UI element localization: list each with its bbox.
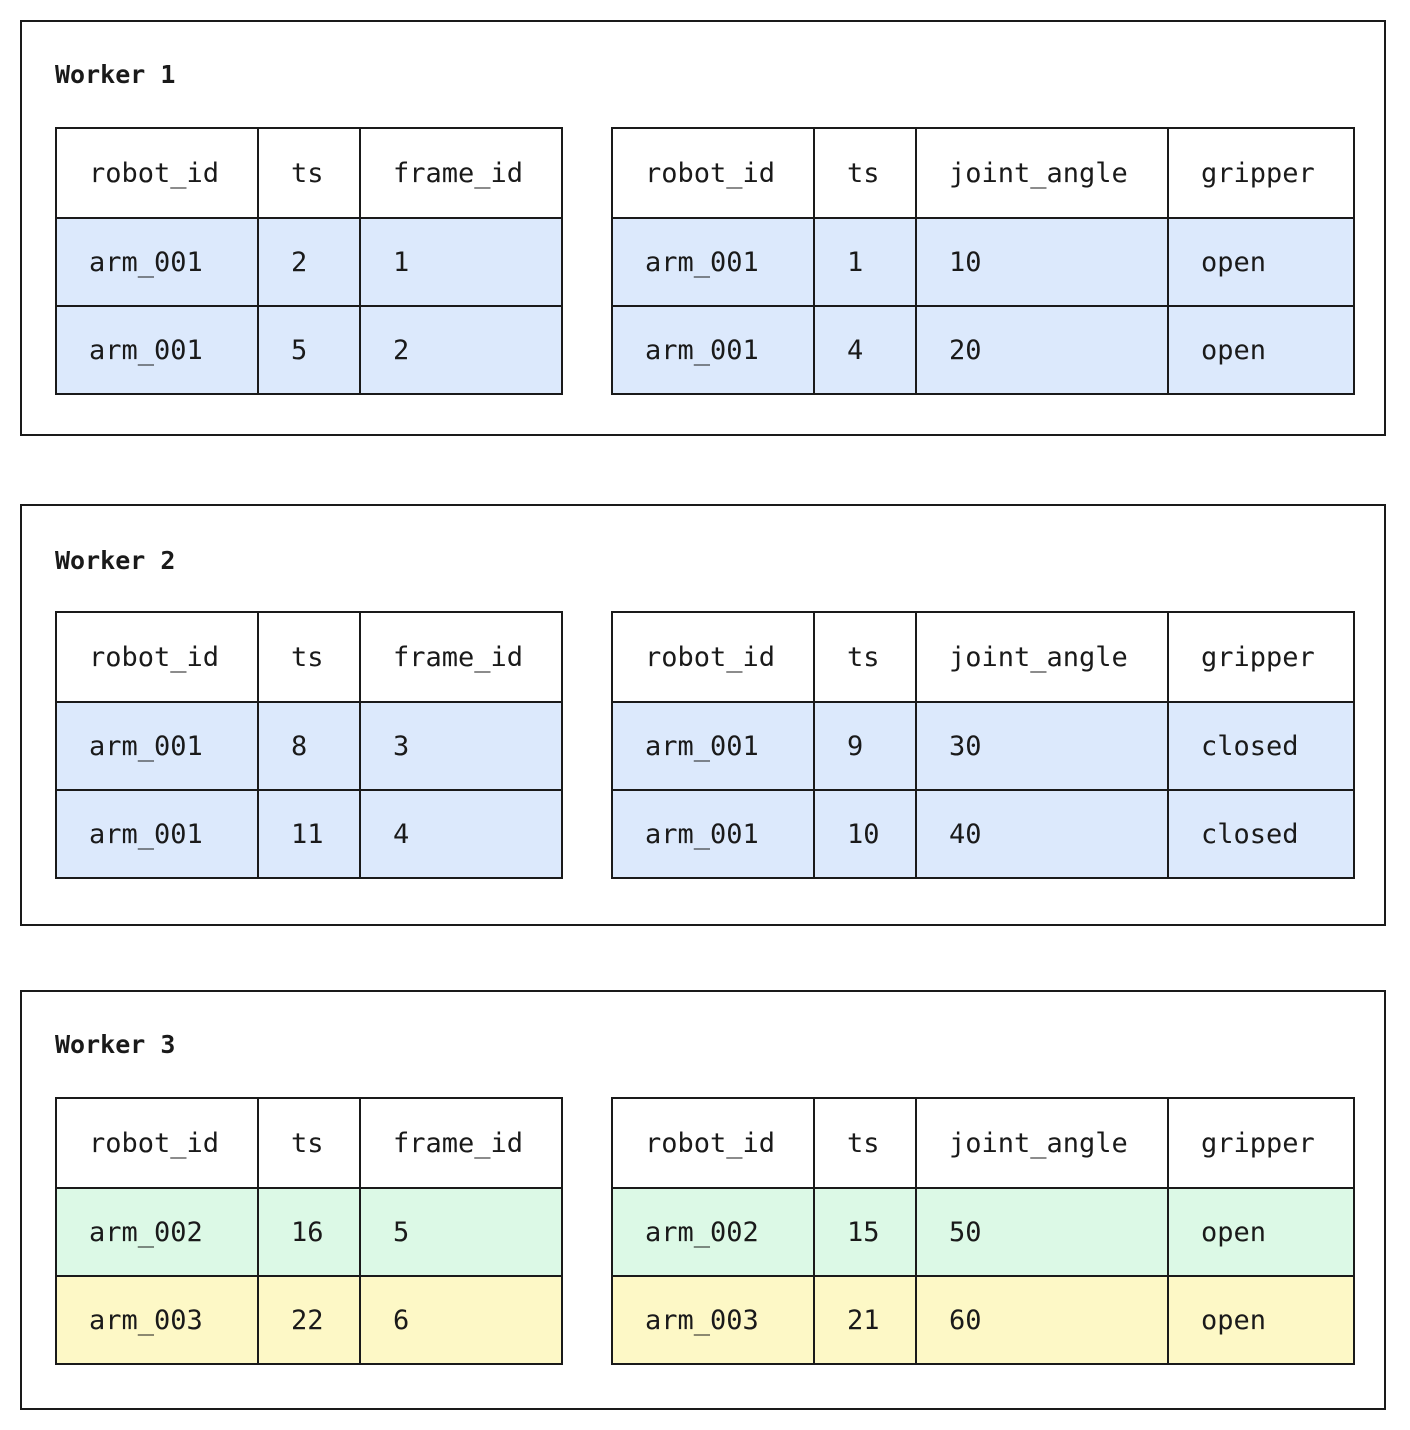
cell-gripper: open	[1168, 306, 1354, 394]
cell-ts: 5	[258, 306, 360, 394]
worker-title: Worker 1	[55, 60, 176, 89]
header-frame-id: frame_id	[360, 612, 562, 702]
cell-gripper: open	[1168, 1188, 1354, 1276]
header-row	[612, 1098, 1354, 1188]
header-ts: ts	[814, 612, 916, 702]
header-ts: ts	[814, 1098, 916, 1188]
header-ts: ts	[258, 128, 360, 218]
header-gripper: gripper	[1168, 1098, 1354, 1188]
cell-joint-angle: 40	[916, 790, 1168, 878]
cell-frame-id: 6	[360, 1276, 562, 1364]
cell-robot-id: arm_001	[612, 790, 814, 878]
worker-1-panel	[20, 20, 1386, 436]
cell-robot-id: arm_001	[56, 790, 258, 878]
table-row	[612, 790, 1354, 878]
header-frame-id: frame_id	[360, 1098, 562, 1188]
cell-robot-id: arm_001	[56, 218, 258, 306]
cell-frame-id: 4	[360, 790, 562, 878]
table-row	[56, 218, 562, 306]
cell-ts: 4	[814, 306, 916, 394]
header-robot-id: robot_id	[56, 1098, 258, 1188]
header-robot-id: robot_id	[612, 1098, 814, 1188]
header-row	[612, 128, 1354, 218]
cell-joint-angle: 30	[916, 702, 1168, 790]
header-gripper: gripper	[1168, 612, 1354, 702]
cell-ts: 9	[814, 702, 916, 790]
cell-gripper: closed	[1168, 790, 1354, 878]
joints-table	[611, 127, 1355, 395]
cell-robot-id: arm_001	[612, 218, 814, 306]
cell-joint-angle: 50	[916, 1188, 1168, 1276]
table-row	[612, 218, 1354, 306]
cell-robot-id: arm_001	[612, 702, 814, 790]
table-row	[56, 1188, 562, 1276]
worker-title: Worker 2	[55, 546, 176, 575]
header-ts: ts	[814, 128, 916, 218]
cell-ts: 21	[814, 1276, 916, 1364]
header-robot-id: robot_id	[612, 612, 814, 702]
cell-ts: 16	[258, 1188, 360, 1276]
header-row	[612, 612, 1354, 702]
cell-gripper: open	[1168, 1276, 1354, 1364]
cell-frame-id: 2	[360, 306, 562, 394]
header-ts: ts	[258, 1098, 360, 1188]
table-row	[612, 306, 1354, 394]
header-gripper: gripper	[1168, 128, 1354, 218]
cell-ts: 2	[258, 218, 360, 306]
cell-ts: 11	[258, 790, 360, 878]
cell-robot-id: arm_002	[612, 1188, 814, 1276]
joints-table	[611, 611, 1355, 879]
table-row	[612, 1188, 1354, 1276]
worker-3-panel	[20, 990, 1386, 1410]
cell-robot-id: arm_001	[56, 306, 258, 394]
frames-table	[55, 127, 563, 395]
header-row	[56, 128, 562, 218]
table-row	[56, 702, 562, 790]
cell-frame-id: 1	[360, 218, 562, 306]
cell-robot-id: arm_003	[56, 1276, 258, 1364]
header-row	[56, 1098, 562, 1188]
cell-robot-id: arm_003	[612, 1276, 814, 1364]
worker-title: Worker 3	[55, 1030, 176, 1059]
cell-ts: 10	[814, 790, 916, 878]
header-robot-id: robot_id	[612, 128, 814, 218]
cell-ts: 15	[814, 1188, 916, 1276]
table-row	[56, 1276, 562, 1364]
header-joint-angle: joint_angle	[916, 612, 1168, 702]
worker-2-panel	[20, 504, 1386, 926]
table-row	[56, 306, 562, 394]
header-frame-id: frame_id	[360, 128, 562, 218]
cell-frame-id: 5	[360, 1188, 562, 1276]
table-row	[612, 702, 1354, 790]
frames-table	[55, 611, 563, 879]
header-joint-angle: joint_angle	[916, 128, 1168, 218]
cell-ts: 1	[814, 218, 916, 306]
header-robot-id: robot_id	[56, 128, 258, 218]
joints-table	[611, 1097, 1355, 1365]
cell-ts: 8	[258, 702, 360, 790]
cell-robot-id: arm_002	[56, 1188, 258, 1276]
header-joint-angle: joint_angle	[916, 1098, 1168, 1188]
frames-table	[55, 1097, 563, 1365]
cell-robot-id: arm_001	[612, 306, 814, 394]
header-ts: ts	[258, 612, 360, 702]
header-robot-id: robot_id	[56, 612, 258, 702]
cell-frame-id: 3	[360, 702, 562, 790]
cell-robot-id: arm_001	[56, 702, 258, 790]
cell-gripper: closed	[1168, 702, 1354, 790]
cell-joint-angle: 10	[916, 218, 1168, 306]
table-row	[612, 1276, 1354, 1364]
cell-joint-angle: 60	[916, 1276, 1168, 1364]
table-row	[56, 790, 562, 878]
header-row	[56, 612, 562, 702]
cell-ts: 22	[258, 1276, 360, 1364]
cell-gripper: open	[1168, 218, 1354, 306]
cell-joint-angle: 20	[916, 306, 1168, 394]
